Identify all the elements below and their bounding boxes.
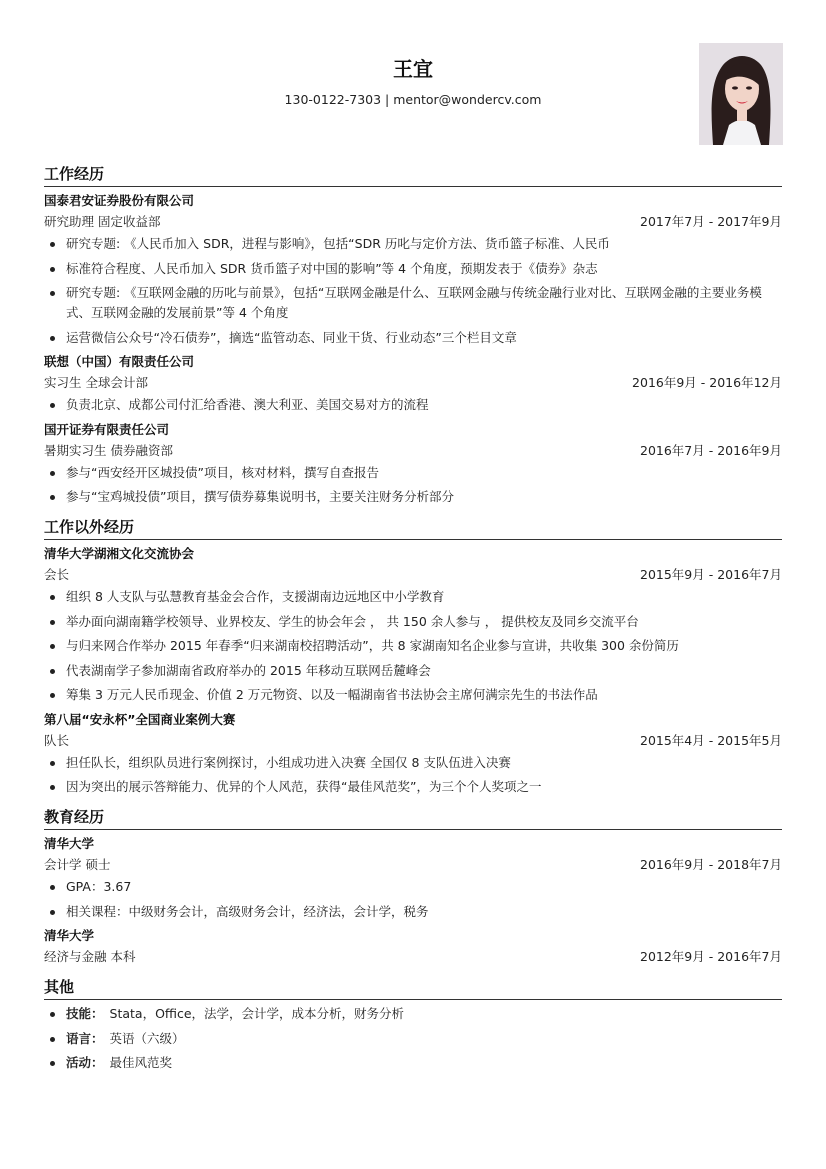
section-title-other: 其他 bbox=[44, 975, 782, 1000]
organization-name: 第八届“安永杯”全国商业案例大赛 bbox=[44, 711, 236, 727]
date-range: 2016年9月 - 2016年12月 bbox=[632, 375, 782, 390]
skills-item bbox=[44, 1004, 782, 1024]
profile-photo bbox=[699, 43, 783, 145]
bullet-item: GPA：3.67 bbox=[44, 877, 782, 897]
bullet-item: 参与“西安经开区城投债”项目，核对材料，撰写自查报告 bbox=[44, 463, 782, 483]
bullet-item: 代表湖南学子参加湖南省政府举办的 2015 年移动互联网岳麓峰会 bbox=[44, 661, 782, 681]
bullet-item: 担任队长，组织队员进行案例探讨，小组成功进入决赛 全国仅 8 支队伍进入决赛 bbox=[44, 753, 782, 773]
activity-entry bbox=[44, 544, 782, 705]
language-value: 英语（六级） bbox=[109, 1030, 185, 1046]
bullet-item: 相关课程：中级财务会计，高级财务会计，经济法，会计学，税务 bbox=[44, 902, 782, 922]
company-name: 国泰君安证券股份有限公司 bbox=[44, 193, 195, 208]
date-range: 2015年9月 - 2016年7月 bbox=[640, 567, 782, 582]
section-title-education: 教育经历 bbox=[44, 805, 782, 830]
role-row bbox=[44, 854, 782, 875]
date-range: 2016年7月 - 2016年9月 bbox=[640, 442, 782, 458]
activity-value: 最佳风范奖 bbox=[109, 1055, 173, 1070]
school-name: 清华大学 bbox=[44, 836, 95, 851]
section-title-extra: 工作以外经历 bbox=[44, 515, 782, 540]
resume-body bbox=[44, 154, 782, 1079]
date-range: 2016年9月 - 2018年7月 bbox=[640, 857, 782, 872]
bullet-list bbox=[44, 234, 782, 348]
bullet-item: 研究专题: 《人民币加入 SDR，进程与影响》，包括“SDR 历叱与定价方法、货币篮子标准、人民币 bbox=[44, 234, 782, 254]
organization-name: 清华大学湖湘文化交流协会 bbox=[44, 546, 195, 561]
section-title-work: 工作经历 bbox=[44, 162, 782, 187]
job-title: 实习生 全球会计部 bbox=[44, 375, 148, 390]
extra-section bbox=[44, 515, 782, 797]
resume-page bbox=[44, 0, 782, 1169]
work-entry bbox=[44, 420, 782, 508]
other-list bbox=[44, 1004, 782, 1073]
job-title: 暑期实习生 债券融资部 bbox=[44, 442, 173, 458]
language-label: 语言： bbox=[66, 1030, 104, 1046]
bullet-list bbox=[44, 395, 782, 415]
role-row bbox=[44, 211, 782, 232]
activity-label: 活动： bbox=[66, 1055, 104, 1070]
bullet-item: 研究专题: 《互联网金融的历叱与前景》，包括“互联网金融是什么、互联网金融与传统金融行业对比、互联网金融的主要业务模式、互联网金融的发展前景”等 4 个角度 bbox=[44, 283, 782, 323]
bullet-list bbox=[44, 587, 782, 705]
work-section bbox=[44, 162, 782, 507]
date-range: 2015年4月 - 2015年5月 bbox=[640, 732, 782, 748]
school-name: 清华大学 bbox=[44, 928, 95, 943]
bullet-list bbox=[44, 753, 782, 798]
work-entry bbox=[44, 191, 782, 348]
company-name: 联想（中国）有限责任公司 bbox=[44, 354, 195, 369]
other-section bbox=[44, 975, 782, 1073]
education-entry bbox=[44, 926, 782, 967]
bullet-item: 标准符合程度、人民币加入 SDR 货币篮子对中国的影响”等 4 个角度，预期发表于《债券》杂志 bbox=[44, 259, 782, 279]
company-name: 国开证券有限责任公司 bbox=[44, 421, 170, 437]
activity-entry bbox=[44, 710, 782, 798]
bullet-item: 因为突出的展示答辩能力、优异的个人风范，获得“最佳风范奖”，为三个个人奖项之一 bbox=[44, 777, 782, 797]
date-range: 2017年7月 - 2017年9月 bbox=[640, 214, 782, 229]
education-section bbox=[44, 805, 782, 967]
bullet-item: 与归来网合作举办 2015 年春季“归来湖南校招聘活动”，共 8 家湖南知名企业参与宣讲，共收集 300 余份简历 bbox=[44, 636, 782, 656]
role-row bbox=[44, 946, 782, 967]
bullet-item: 负责北京、成都公司付汇给香港、澳大利亚、美国交易对方的流程 bbox=[44, 395, 782, 415]
language-item bbox=[44, 1029, 782, 1049]
degree: 会计学 硕士 bbox=[44, 857, 111, 872]
bullet-list bbox=[44, 877, 782, 922]
bullet-item: 参与“宝鸡城投债”项目，撰写债券募集说明书，主要关注财务分析部分 bbox=[44, 487, 782, 507]
work-entry bbox=[44, 352, 782, 415]
position-title: 队长 bbox=[44, 732, 70, 748]
role-row bbox=[44, 564, 782, 585]
job-title: 研究助理 固定收益部 bbox=[44, 214, 161, 229]
portrait-illustration bbox=[699, 43, 783, 145]
bullet-item: 举办面向湖南籍学校领导、业界校友、学生的协会年会 ， 共 150 余人参与 ， 提供校友及同乡交流平台 bbox=[44, 612, 782, 632]
skills-label: 技能： bbox=[66, 1006, 104, 1021]
bullet-list bbox=[44, 463, 782, 508]
education-entry bbox=[44, 834, 782, 922]
bullet-item: 运营微信公众号“冷石债券”，摘选“监管动态、同业干货、行业动态”三个栏目文章 bbox=[44, 328, 782, 348]
resume-header bbox=[44, 55, 782, 109]
activity-item bbox=[44, 1053, 782, 1073]
position-title: 会长 bbox=[44, 567, 70, 582]
skills-value: Stata，Office，法学，会计学，成本分析，财务分析 bbox=[109, 1006, 405, 1021]
role-row bbox=[44, 730, 782, 751]
degree: 经济与金融 本科 bbox=[44, 949, 136, 964]
role-row bbox=[44, 440, 782, 461]
role-row bbox=[44, 372, 782, 393]
bullet-item: 筹集 3 万元人民币现金、价值 2 万元物资、以及一幅湖南省书法协会主席何满宗先生的书法作品 bbox=[44, 685, 782, 705]
bullet-item: 组织 8 人支队与弘慧教育基金会合作，支援湖南边远地区中小学教育 bbox=[44, 587, 782, 607]
contact-line: 130-0122-7303 | mentor@wondercv.com bbox=[284, 92, 542, 107]
date-range: 2012年9月 - 2016年7月 bbox=[640, 949, 782, 964]
candidate-name: 王宜 bbox=[393, 57, 433, 81]
